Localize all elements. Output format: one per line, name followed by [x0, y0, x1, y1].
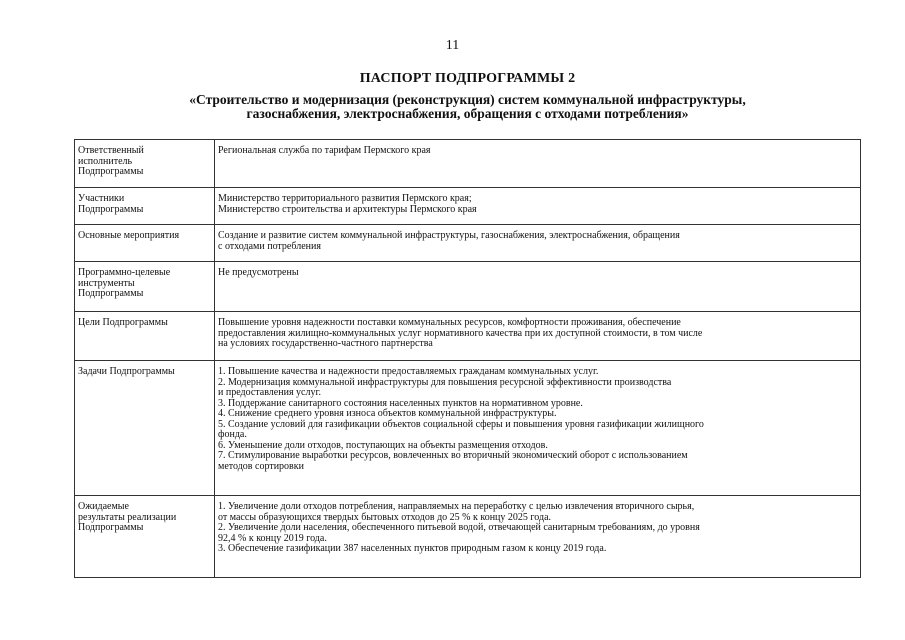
value-line: 6. Уменьшение доли отходов, поступающих на объекты размещения отходов. — [218, 439, 548, 451]
value-line: с отходами потребления — [218, 240, 321, 252]
table-row — [75, 312, 861, 361]
row-value-program-tools — [215, 262, 861, 312]
value-line: 7. Стимулирование выработки ресурсов, вовлеченных во вторичный экономический оборот с использованием — [218, 450, 688, 461]
row-value-main-activities — [215, 225, 861, 262]
value-line: Министерство строительства и архитектуры Пермского края — [218, 203, 477, 215]
subtitle-line: газоснабжения, электроснабжения, обращения с отходами потребления» — [246, 106, 689, 121]
label-line: Программно-целевые — [78, 267, 171, 278]
value-line: и предоставления услуг. — [218, 387, 321, 398]
value-line: от массы образующихся твердых бытовых отходов до 25 % к концу 2025 года. — [218, 511, 552, 523]
value-line: 92,4 % к концу 2019 года. — [218, 532, 327, 544]
value-line: Повышение уровня надежности поставки коммунальных ресурсов, комфортности проживания, обеспечение — [218, 317, 681, 328]
value-line: Не предусмотрены — [218, 267, 299, 278]
label-line: Подпрограммы — [78, 166, 144, 177]
row-value-participants — [215, 188, 861, 225]
label-line: Участники — [78, 193, 125, 204]
value-line: 1. Увеличение доли отходов потребления, направляемых на переработку с целью извлечения вторичного сырья, — [218, 501, 695, 512]
label-line: Подпрограммы — [78, 288, 144, 299]
document-subtitle — [90, 93, 845, 121]
row-label-tasks — [75, 361, 215, 496]
label-line: Основные мероприятия — [78, 230, 180, 241]
row-value-responsible — [215, 140, 861, 188]
row-label-main-activities — [75, 225, 215, 262]
row-value-goals — [215, 312, 861, 361]
label-line: Подпрограммы — [78, 522, 144, 533]
label-line: Ответственный — [78, 145, 144, 156]
value-line: 1. Повышение качества и надежности предоставляемых гражданам коммунальных услуг. — [218, 366, 599, 377]
table-row — [75, 496, 861, 578]
passport-table — [74, 139, 861, 578]
label-line: исполнитель — [78, 155, 133, 167]
value-line: 4. Снижение среднего уровня износа объектов коммунальной инфраструктуры. — [218, 408, 557, 419]
row-label-responsible — [75, 140, 215, 188]
row-label-expected-results — [75, 496, 215, 578]
label-line: результаты реализации — [78, 511, 177, 523]
value-line: 3. Обеспечение газификации 387 населенных пунктов природным газом к концу 2019 года. — [218, 543, 607, 554]
table-row — [75, 188, 861, 225]
label-line: Ожидаемые — [78, 501, 129, 512]
value-line: методов сортировки — [218, 460, 304, 472]
value-line: 3. Поддержание санитарного состояния населенных пунктов на нормативном уровне. — [218, 397, 583, 409]
value-line: 5. Создание условий для газификации объектов социальной сферы и повышения уровня газификации жилищного — [218, 418, 704, 430]
row-label-goals — [75, 312, 215, 361]
label-line: инструменты — [78, 277, 135, 289]
table-row — [75, 140, 861, 188]
label-line: Задачи Подпрограммы — [78, 366, 175, 377]
value-line: 2. Увеличение доли населения, обеспеченного питьевой водой, отвечающей санитарным требованиям, до уровня — [218, 522, 700, 533]
row-label-program-tools — [75, 262, 215, 312]
table-row — [75, 225, 861, 262]
value-line: 2. Модернизация коммунальной инфраструктуры для повышения ресурсной эффективности производства — [218, 376, 672, 388]
document-title: ПАСПОРТ ПОДПРОГРАММЫ 2 — [359, 71, 576, 86]
page-number: 11 — [445, 38, 460, 53]
row-label-participants — [75, 188, 215, 225]
value-line: Региональная служба по тарифам Пермского края — [218, 145, 431, 156]
label-line: Цели Подпрограммы — [78, 317, 168, 328]
value-line: фонда. — [218, 429, 247, 440]
value-line: Создание и развитие систем коммунальной инфраструктуры, газоснабжения, электроснабжения, обращения — [218, 230, 680, 241]
subtitle-line: «Строительство и модернизация (реконструкция) систем коммунальной инфраструктуры, — [189, 92, 746, 107]
label-line: Подпрограммы — [78, 203, 144, 215]
value-line: предоставления жилищно-коммунальных услуг нормативного качества при их доступной стоимости, в том числе — [218, 327, 703, 339]
table-row — [75, 361, 861, 496]
value-line: на условиях государственно-частного партнерства — [218, 338, 433, 349]
row-value-expected-results — [215, 496, 861, 578]
row-value-tasks — [215, 361, 861, 496]
table-row — [75, 262, 861, 312]
value-line: Министерство территориального развития Пермского края; — [218, 193, 472, 204]
